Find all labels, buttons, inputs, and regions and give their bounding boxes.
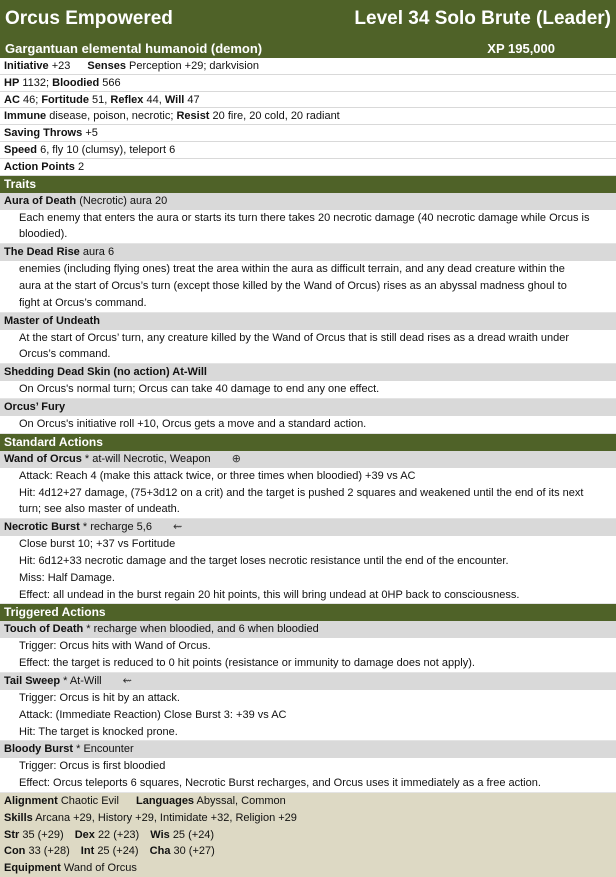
bloodied-label: Bloodied	[52, 76, 100, 89]
trait-text: bloodied).	[0, 226, 616, 244]
dex-label: Dex	[74, 828, 95, 841]
power-wand-of-orcus	[0, 451, 616, 468]
abilities-row-1	[0, 827, 616, 844]
cha-label: Cha	[149, 845, 171, 858]
power-name: Wand of Orcus	[4, 452, 82, 465]
cha-value: 30 (+27)	[173, 845, 215, 858]
ac-value: 46;	[22, 93, 39, 106]
alignment-row	[0, 793, 616, 810]
skills-label: Skills	[4, 811, 33, 824]
melee-icon: ⊕	[231, 452, 241, 465]
power-text: Attack: Reach 4 (make this attack twice, or three times when bloodied) +39 vs AC	[19, 469, 416, 482]
power-keywords: * recharge when bloodied, and 6 when bloodied	[86, 623, 319, 636]
fortitude-label: Fortitude	[41, 93, 89, 106]
power-keywords: * Encounter	[76, 743, 134, 756]
wis-label: Wis	[150, 828, 170, 841]
immune-label: Immune	[4, 110, 47, 123]
con-value: 33 (+28)	[28, 845, 70, 858]
stat-block-footer	[0, 793, 616, 877]
trait-name: The Dead Rise	[4, 246, 80, 259]
power-name: Bloody Burst	[4, 743, 74, 756]
trait-keywords: aura 6	[82, 246, 115, 259]
trait-name: Master of Undeath	[4, 314, 100, 327]
trait-text: fight at Orcus’s command.	[0, 295, 616, 313]
abilities-row-2	[0, 843, 616, 860]
power-name: Necrotic Burst	[4, 521, 80, 534]
power-text: Attack: (Immediate Reaction) Close Burst 3: +39 vs AC	[19, 708, 287, 721]
close-burst-icon: ⇜	[173, 521, 183, 534]
trait-text: Orcus’s command.	[0, 346, 616, 364]
trait-text: On Orcus's initiative roll +10, Orcus gets a move and a standard action.	[0, 416, 616, 434]
trait-text: On Orcus's normal turn; Orcus can take 40 damage to end any one effect.	[0, 381, 616, 399]
monster-xp: XP 195,000	[487, 40, 555, 56]
power-keywords: * recharge 5,6	[82, 521, 152, 534]
action-points-row	[0, 159, 616, 176]
hp-label: HP	[4, 76, 20, 89]
triggered-actions-heading: Triggered Actions	[0, 604, 616, 621]
reflex-label: Reflex	[110, 93, 144, 106]
power-text: Effect: all undead in the burst regain 20 hit points, this will bring undead at 0HP back to consciousness.	[0, 587, 616, 605]
trait-text: enemies (including flying ones) treat the area within the aura as difficult terrain, and any dead creature within the	[19, 263, 565, 276]
power-text: turn; see also master of undeath.	[0, 501, 616, 519]
str-label: Str	[4, 828, 20, 841]
senses-value: Perception +29; darkvision	[129, 60, 259, 72]
power-keywords: * At-Will	[63, 674, 102, 687]
monster-level: Level 34 Solo Brute (Leader)	[354, 8, 611, 29]
power-name: Touch of Death	[4, 623, 84, 636]
equipment-value: Wand of Orcus	[63, 862, 137, 875]
power-keywords: * at-will Necrotic, Weapon	[84, 452, 211, 465]
initiative-value: +23	[51, 60, 71, 72]
power-text: Trigger: Orcus is first bloodied	[19, 760, 166, 773]
power-text: Effect: the target is reduced to 0 hit points (resistance or immunity to damage does not apply).	[0, 655, 616, 673]
will-label: Will	[164, 93, 185, 106]
action-points-value: 2	[77, 160, 85, 173]
trait-name: Aura of Death	[4, 194, 77, 207]
speed-label: Speed	[4, 143, 38, 156]
action-points-label: Action Points	[4, 160, 75, 173]
close-burst-icon: ⇜	[122, 674, 132, 687]
power-name: Tail Sweep	[4, 674, 61, 687]
bloodied-value: 566	[102, 76, 121, 89]
skills-row	[0, 810, 616, 827]
trait-dead-rise	[0, 244, 616, 261]
immune-row	[0, 108, 616, 125]
trait-text: aura at the start of Orcus’s turn (except those killed by the Wand of Orcus) rises as an abyssal madness ghoul to	[19, 279, 567, 292]
power-text: Hit: 4d12+27 damage, (75+3d12 on a crit) and the target is pushed 2 squares and weakened until the end of its next	[19, 486, 584, 499]
power-tail-sweep	[0, 673, 616, 690]
hp-row	[0, 75, 616, 92]
initiative-label: Initiative	[4, 60, 49, 72]
trait-text: Each enemy that enters the aura or starts its turn there takes 20 necrotic damage (40 necrotic damage while Orcus is	[19, 211, 590, 224]
speed-row	[0, 142, 616, 159]
power-text: Trigger: Orcus is hit by an attack.	[19, 691, 180, 704]
power-text: Trigger: Orcus hits with Wand of Orcus.	[19, 640, 211, 653]
con-label: Con	[4, 845, 26, 858]
immune-value: disease, poison, necrotic;	[49, 110, 174, 123]
standard-actions-heading: Standard Actions	[0, 434, 616, 451]
trait-orcus-fury	[0, 399, 616, 416]
reflex-value: 44,	[146, 93, 162, 106]
traits-heading: Traits	[0, 176, 616, 193]
skills-value: Arcana +29, History +29, Intimidate +32, Religion +29	[35, 811, 297, 824]
will-value: 47	[187, 93, 200, 106]
wis-value: 25 (+24)	[172, 828, 215, 841]
power-text: Close burst 10; +37 vs Fortitude	[19, 538, 176, 551]
int-value: 25 (+24)	[97, 845, 139, 858]
equipment-row	[0, 860, 616, 877]
equipment-label: Equipment	[4, 862, 61, 875]
trait-name: Shedding Dead Skin (no action) At-Will	[4, 366, 207, 379]
speed-value: 6, fly 10 (clumsy), teleport 6	[40, 143, 176, 156]
power-text: Miss: Half Damage.	[19, 571, 115, 584]
fortitude-value: 51,	[92, 93, 108, 106]
int-label: Int	[80, 845, 95, 858]
power-text: Hit: The target is knocked prone.	[0, 724, 616, 742]
ac-label: AC	[4, 93, 20, 106]
alignment-value: Chaotic Evil	[60, 794, 119, 807]
resist-value: 20 fire, 20 cold, 20 radiant	[212, 110, 340, 123]
monster-name: Orcus Empowered	[5, 8, 173, 29]
languages-value: Abyssal, Common	[196, 794, 286, 807]
trait-master-of-undeath	[0, 313, 616, 330]
saving-throws-value: +5	[85, 127, 98, 140]
stat-block-header	[0, 0, 616, 58]
saving-throws-label: Saving Throws	[4, 127, 83, 140]
trait-text: At the start of Orcus’ turn, any creature killed by the Wand of Orcus that is still dead rises as a dread wraith under	[19, 331, 570, 344]
resist-label: Resist	[176, 110, 210, 123]
power-text: Hit: 6d12+33 necrotic damage and the target loses necrotic resistance until the end of the encounter.	[19, 554, 509, 567]
monster-type: Gargantuan elemental humanoid (demon)	[5, 40, 263, 56]
trait-keywords: (Necrotic) aura 20	[79, 194, 168, 207]
languages-label: Languages	[135, 794, 195, 807]
power-touch-of-death	[0, 621, 616, 638]
defenses-row	[0, 92, 616, 109]
power-bloody-burst	[0, 741, 616, 758]
dex-value: 22 (+23)	[97, 828, 140, 841]
saving-throws-row	[0, 125, 616, 142]
hp-value: 1132;	[22, 76, 50, 89]
trait-name: Orcus’ Fury	[4, 400, 66, 413]
power-necrotic-burst	[0, 519, 616, 536]
power-text: Effect: Orcus teleports 6 squares, Necrotic Burst recharges, and Orcus uses it immediately as a free action.	[0, 775, 616, 793]
trait-shedding-dead-skin	[0, 364, 616, 381]
str-value: 35 (+29)	[22, 828, 64, 841]
initiative-row	[0, 58, 616, 75]
alignment-label: Alignment	[4, 794, 58, 807]
trait-aura-of-death	[0, 193, 616, 210]
senses-label: Senses	[87, 60, 126, 72]
